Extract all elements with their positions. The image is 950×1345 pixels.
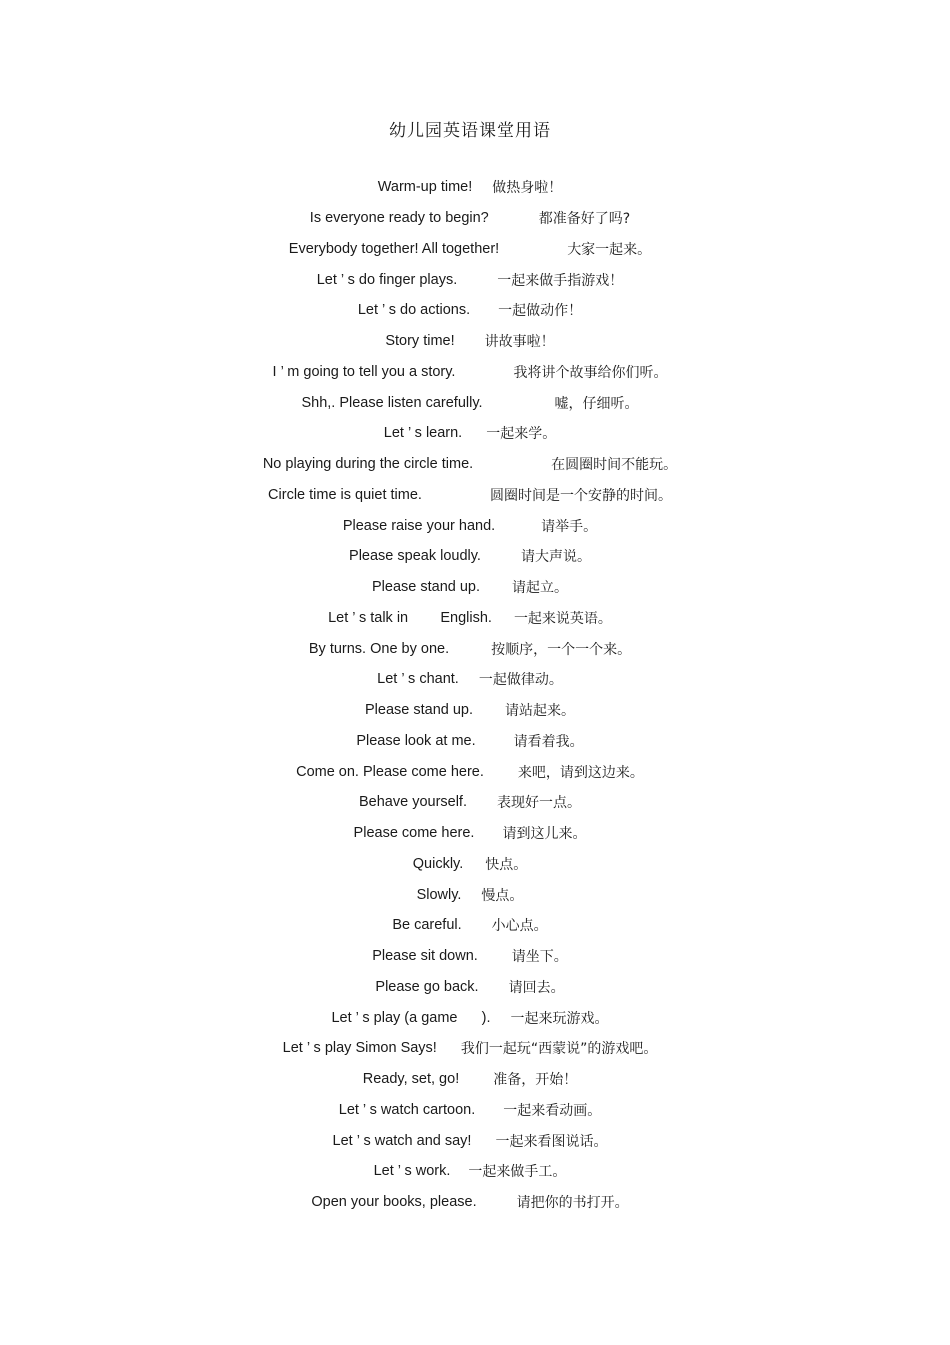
- phrase-line: [0, 972, 940, 1003]
- phrase-line: [0, 726, 940, 757]
- chinese-translation: 一起来看图说话。: [495, 1133, 608, 1150]
- chinese-translation: 来吧，请到这边来。: [517, 764, 644, 781]
- phrase-line: [0, 203, 940, 234]
- chinese-translation: 在圆圈时间不能玩。: [551, 457, 678, 474]
- chinese-translation: 快点。: [485, 856, 528, 873]
- phrase-line: [0, 1187, 940, 1218]
- chinese-translation: 请看着我。: [513, 733, 584, 750]
- english-phrase: No playing during the circle time.: [262, 456, 474, 473]
- chinese-translation: 一起做动作！: [498, 303, 583, 320]
- chinese-translation: 一起来玩游戏。: [510, 1010, 609, 1027]
- phrase-line: [0, 418, 940, 449]
- english-phrase: Let ’ s talk in English.: [328, 609, 492, 626]
- phrase-line: [0, 234, 940, 265]
- english-phrase: Let ’ s chant.: [377, 671, 459, 688]
- phrase-line: [0, 1033, 940, 1064]
- english-phrase: Let ’ s play (a game ).: [331, 1009, 491, 1026]
- english-phrase: Ready, set, go!: [362, 1071, 460, 1088]
- chinese-translation: 一起来做手工。: [468, 1164, 567, 1181]
- phrase-line: [0, 941, 940, 972]
- english-phrase: Be careful.: [392, 917, 462, 934]
- phrase-line: [0, 1125, 940, 1156]
- document-title: 幼儿园英语课堂用语: [389, 121, 551, 141]
- chinese-translation: 按顺序，一个一个来。: [491, 641, 632, 658]
- english-phrase: Everybody together! All together!: [288, 240, 500, 257]
- english-phrase: Please sit down.: [372, 948, 478, 965]
- chinese-translation: 请到这儿来。: [502, 826, 587, 843]
- chinese-translation: 慢点。: [481, 887, 524, 904]
- english-phrase: Shh,. Please listen carefully.: [301, 394, 483, 411]
- phrase-line: [0, 326, 940, 357]
- chinese-translation: 请把你的书打开。: [516, 1195, 629, 1212]
- chinese-translation: 做热身啦！: [492, 180, 563, 197]
- phrase-line: [0, 849, 940, 880]
- english-phrase: Behave yourself.: [358, 794, 467, 811]
- chinese-translation: 嘘，仔细听。: [554, 395, 639, 412]
- phrase-line: [0, 1002, 940, 1033]
- phrase-line: [0, 541, 940, 572]
- chinese-translation: 表现好一点。: [497, 795, 581, 812]
- phrase-list: [0, 172, 940, 1218]
- phrase-line: [0, 572, 940, 603]
- phrase-line: [0, 603, 940, 634]
- phrase-line: [0, 756, 940, 787]
- phrase-line: [0, 695, 940, 726]
- chinese-translation: 讲故事啦！: [484, 334, 555, 351]
- english-phrase: By turns. One by one.: [308, 640, 450, 657]
- chinese-translation: 请坐下。: [511, 949, 568, 966]
- english-phrase: Please go back.: [375, 978, 479, 995]
- english-phrase: Please stand up.: [371, 579, 481, 596]
- phrase-line: [0, 633, 940, 664]
- chinese-translation: 请回去。: [508, 979, 565, 996]
- phrase-line: [0, 172, 940, 203]
- chinese-translation: 请举手。: [541, 518, 598, 535]
- english-phrase: Come on. Please come here.: [296, 763, 484, 780]
- english-phrase: Let ’ s watch cartoon.: [338, 1101, 476, 1118]
- chinese-translation: 圆圈时间是一个安静的时间。: [489, 487, 672, 504]
- chinese-translation: 准备，开始！: [493, 1072, 578, 1089]
- english-phrase: Please look at me.: [356, 732, 476, 749]
- english-phrase: Please come here.: [353, 825, 475, 842]
- phrase-line: [0, 1064, 940, 1095]
- chinese-translation: 我将讲个故事给你们听。: [513, 364, 668, 381]
- english-phrase: Story time!: [385, 333, 455, 350]
- phrase-line: [0, 664, 940, 695]
- chinese-translation: 大家一起来。: [567, 241, 652, 258]
- english-phrase: Let ’ s work.: [373, 1163, 451, 1180]
- phrase-line: [0, 787, 940, 818]
- english-phrase: Warm-up time!: [377, 179, 473, 196]
- chinese-translation: 一起做律动。: [478, 672, 563, 689]
- english-phrase: Please stand up.: [364, 702, 474, 719]
- english-phrase: Let ’ s do finger plays.: [316, 271, 458, 288]
- chinese-translation: 请站起来。: [505, 703, 576, 720]
- english-phrase: Is everyone ready to begin?: [309, 210, 489, 227]
- phrase-line: [0, 449, 940, 480]
- chinese-translation: 我们一起玩“西蒙说”的游戏吧。: [460, 1041, 658, 1058]
- phrase-line: [0, 879, 940, 910]
- chinese-translation: 一起来做手指游戏！: [497, 272, 624, 289]
- chinese-translation: 请大声说。: [520, 549, 591, 566]
- english-phrase: I ’ m going to tell you a story.: [272, 363, 456, 380]
- english-phrase: Let ’ s watch and say!: [332, 1132, 472, 1149]
- english-phrase: Open your books, please.: [311, 1194, 477, 1211]
- phrase-line: [0, 910, 940, 941]
- phrase-line: [0, 387, 940, 418]
- phrase-line: [0, 295, 940, 326]
- phrase-line: [0, 510, 940, 541]
- phrase-line: [0, 1095, 940, 1126]
- english-phrase: Please speak loudly.: [349, 548, 481, 565]
- phrase-line: [0, 480, 940, 511]
- chinese-translation: 一起来看动画。: [503, 1102, 602, 1119]
- chinese-translation: 小心点。: [491, 918, 548, 935]
- english-phrase: Circle time is quiet time.: [268, 486, 422, 503]
- chinese-translation: 一起来学。: [486, 426, 557, 443]
- phrase-line: [0, 1156, 940, 1187]
- english-phrase: Please raise your hand.: [342, 517, 496, 534]
- english-phrase: Quickly.: [412, 855, 464, 872]
- chinese-translation: 一起来说英语。: [513, 610, 612, 627]
- english-phrase: Let ’ s play Simon Says!: [282, 1040, 437, 1057]
- phrase-line: [0, 818, 940, 849]
- english-phrase: Let ’ s learn.: [383, 425, 463, 442]
- phrase-line: [0, 357, 940, 388]
- chinese-translation: 都准备好了吗?: [538, 211, 631, 228]
- chinese-translation: 请起立。: [512, 580, 569, 597]
- english-phrase: Slowly.: [416, 886, 462, 903]
- phrase-line: [0, 264, 940, 295]
- english-phrase: Let ’ s do actions.: [357, 302, 471, 319]
